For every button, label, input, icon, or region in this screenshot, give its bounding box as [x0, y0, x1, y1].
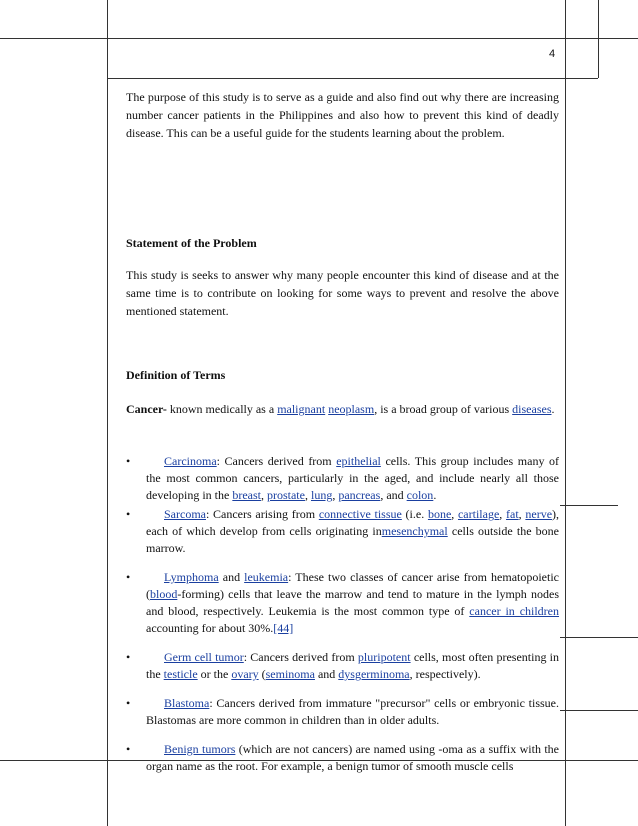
link-lymphoma[interactable]: Lymphoma [164, 570, 219, 584]
frame-line-header-bottom [107, 78, 598, 79]
link-cartilage[interactable]: cartilage [457, 507, 500, 521]
statement-body: This study is seeks to answer why many people encounter this kind of disease and at the same time is to contribute on looking for some ways to prevent and resolve the above mentioned statement. [126, 268, 559, 318]
cancer-term: Cancer- [126, 402, 167, 416]
link-cancer-in-children[interactable]: cancer in children [469, 604, 560, 618]
lymphoma-text-1: and [218, 570, 245, 584]
link-sarcoma[interactable]: Sarcoma [164, 507, 206, 521]
frame-line-margin-1 [560, 505, 618, 506]
list-item-sarcoma [126, 506, 559, 557]
bullet: • [126, 742, 131, 756]
bullet: • [126, 454, 131, 468]
list-item-benign [126, 741, 559, 775]
bullet: • [126, 696, 131, 710]
link-reference-44[interactable]: [44] [273, 621, 294, 635]
benign-text-1: (which are not cancers) are named using -oma as a suffix with the organ name as the root. For example, a benign tumor of smooth muscle cells [146, 742, 560, 773]
carcinoma-text-2: cells. This group includes many of the most common cancers, particularly in the aged, and include nearly all those developing in the [146, 454, 560, 502]
list-item-lymphoma [126, 569, 559, 637]
definition-list [126, 453, 559, 775]
frame-line-margin-3 [560, 710, 638, 711]
comma: , [451, 507, 458, 521]
germ-text-3: or the [197, 667, 232, 681]
bullet: • [126, 570, 131, 584]
germ-text-1: : Cancers derived from [243, 650, 358, 664]
link-bone[interactable]: bone [427, 507, 452, 521]
link-nerve[interactable]: nerve [525, 507, 553, 521]
frame-line-left [107, 0, 108, 826]
link-lung[interactable]: lung [310, 488, 333, 502]
frame-line-margin-2 [560, 637, 638, 638]
carcinoma-text-1: : Cancers derived from [216, 454, 337, 468]
frame-line-right [565, 0, 566, 826]
page-number: 4 [549, 48, 556, 60]
conjunction: , and [380, 488, 407, 502]
list-item-carcinoma [126, 453, 559, 504]
germ-text-5: and [314, 667, 339, 681]
link-germ-cell-tumor[interactable]: Germ cell tumor [164, 650, 244, 664]
germ-text-2: cells, most often presenting in the [146, 650, 559, 681]
period: . [433, 488, 437, 502]
sarcoma-text-4: cells outside the bone marrow. [146, 524, 560, 555]
link-mesenchymal[interactable]: mesenchymal [381, 524, 448, 538]
bullet: • [126, 650, 131, 664]
sarcoma-text-3: ), each of which develop from cells originating in [146, 507, 560, 538]
link-colon[interactable]: colon [406, 488, 434, 502]
list-item-blastoma [126, 695, 559, 729]
link-blood[interactable]: blood [150, 587, 178, 601]
intro-paragraph: The purpose of this study is to serve as a guide and also find out why there are increasing number cancer patients in the Philippines and also how to prevent this kind of deadly disease. This can be a useful guide for the students learning about the problem. [126, 90, 559, 140]
link-epithelial[interactable]: epithelial [336, 454, 381, 468]
sarcoma-text-1: : Cancers arising from [205, 507, 319, 521]
link-blastoma[interactable]: Blastoma [164, 696, 210, 710]
definitions-heading: Definition of Terms [126, 368, 226, 382]
sarcoma-text-2: (i.e. [401, 507, 428, 521]
link-carcinoma[interactable]: Carcinoma [164, 454, 217, 468]
lymphoma-text-4: accounting for about 30%. [146, 621, 274, 635]
blastoma-text-1: : Cancers derived from immature "precursor" cells or embryonic tissue. Blastomas are more common in children than in older adults. [146, 696, 559, 727]
statement-heading: Statement of the Problem [126, 236, 257, 250]
comma: , [499, 507, 507, 521]
link-leukemia[interactable]: leukemia [244, 570, 289, 584]
germ-text-6: , respectively). [409, 667, 481, 681]
link-benign-tumors[interactable]: Benign tumors [164, 742, 236, 756]
cancer-text-2: , is a broad group of various [374, 402, 513, 416]
bullet: • [126, 507, 131, 521]
link-diseases[interactable]: diseases [512, 402, 552, 416]
comma: , [518, 507, 526, 521]
frame-line-right-outer [598, 0, 599, 78]
lymphoma-text-3: -forming) cells that leave the marrow and tend to mature in the lymph nodes and blood, respectively. Leukemia is the most common type of [146, 587, 559, 618]
comma: , [260, 488, 267, 502]
link-seminoma[interactable]: seminoma [265, 667, 315, 681]
link-connective-tissue[interactable]: connective tissue [318, 507, 402, 521]
lymphoma-text-2: : These two classes of cancer arise from hematopoietic ( [146, 570, 560, 601]
link-pancreas[interactable]: pancreas [338, 488, 381, 502]
cancer-text-1: known medically as a [166, 402, 278, 416]
link-breast[interactable]: breast [232, 488, 261, 502]
list-item-germ-cell [126, 649, 559, 683]
link-testicle[interactable]: testicle [163, 667, 198, 681]
germ-text-4: ( [258, 667, 266, 681]
link-pluripotent[interactable]: pluripotent [357, 650, 411, 664]
comma: , [304, 488, 311, 502]
link-ovary[interactable]: ovary [231, 667, 259, 681]
link-fat[interactable]: fat [506, 507, 519, 521]
link-neoplasm[interactable]: neoplasm [328, 402, 375, 416]
link-dysgerminoma[interactable]: dysgerminoma [338, 667, 410, 681]
cancer-text-3: . [551, 402, 555, 416]
cancer-definition [126, 400, 559, 418]
link-prostate[interactable]: prostate [266, 488, 305, 502]
frame-line-top [0, 38, 638, 39]
link-malignant[interactable]: malignant [277, 402, 326, 416]
comma: , [332, 488, 339, 502]
